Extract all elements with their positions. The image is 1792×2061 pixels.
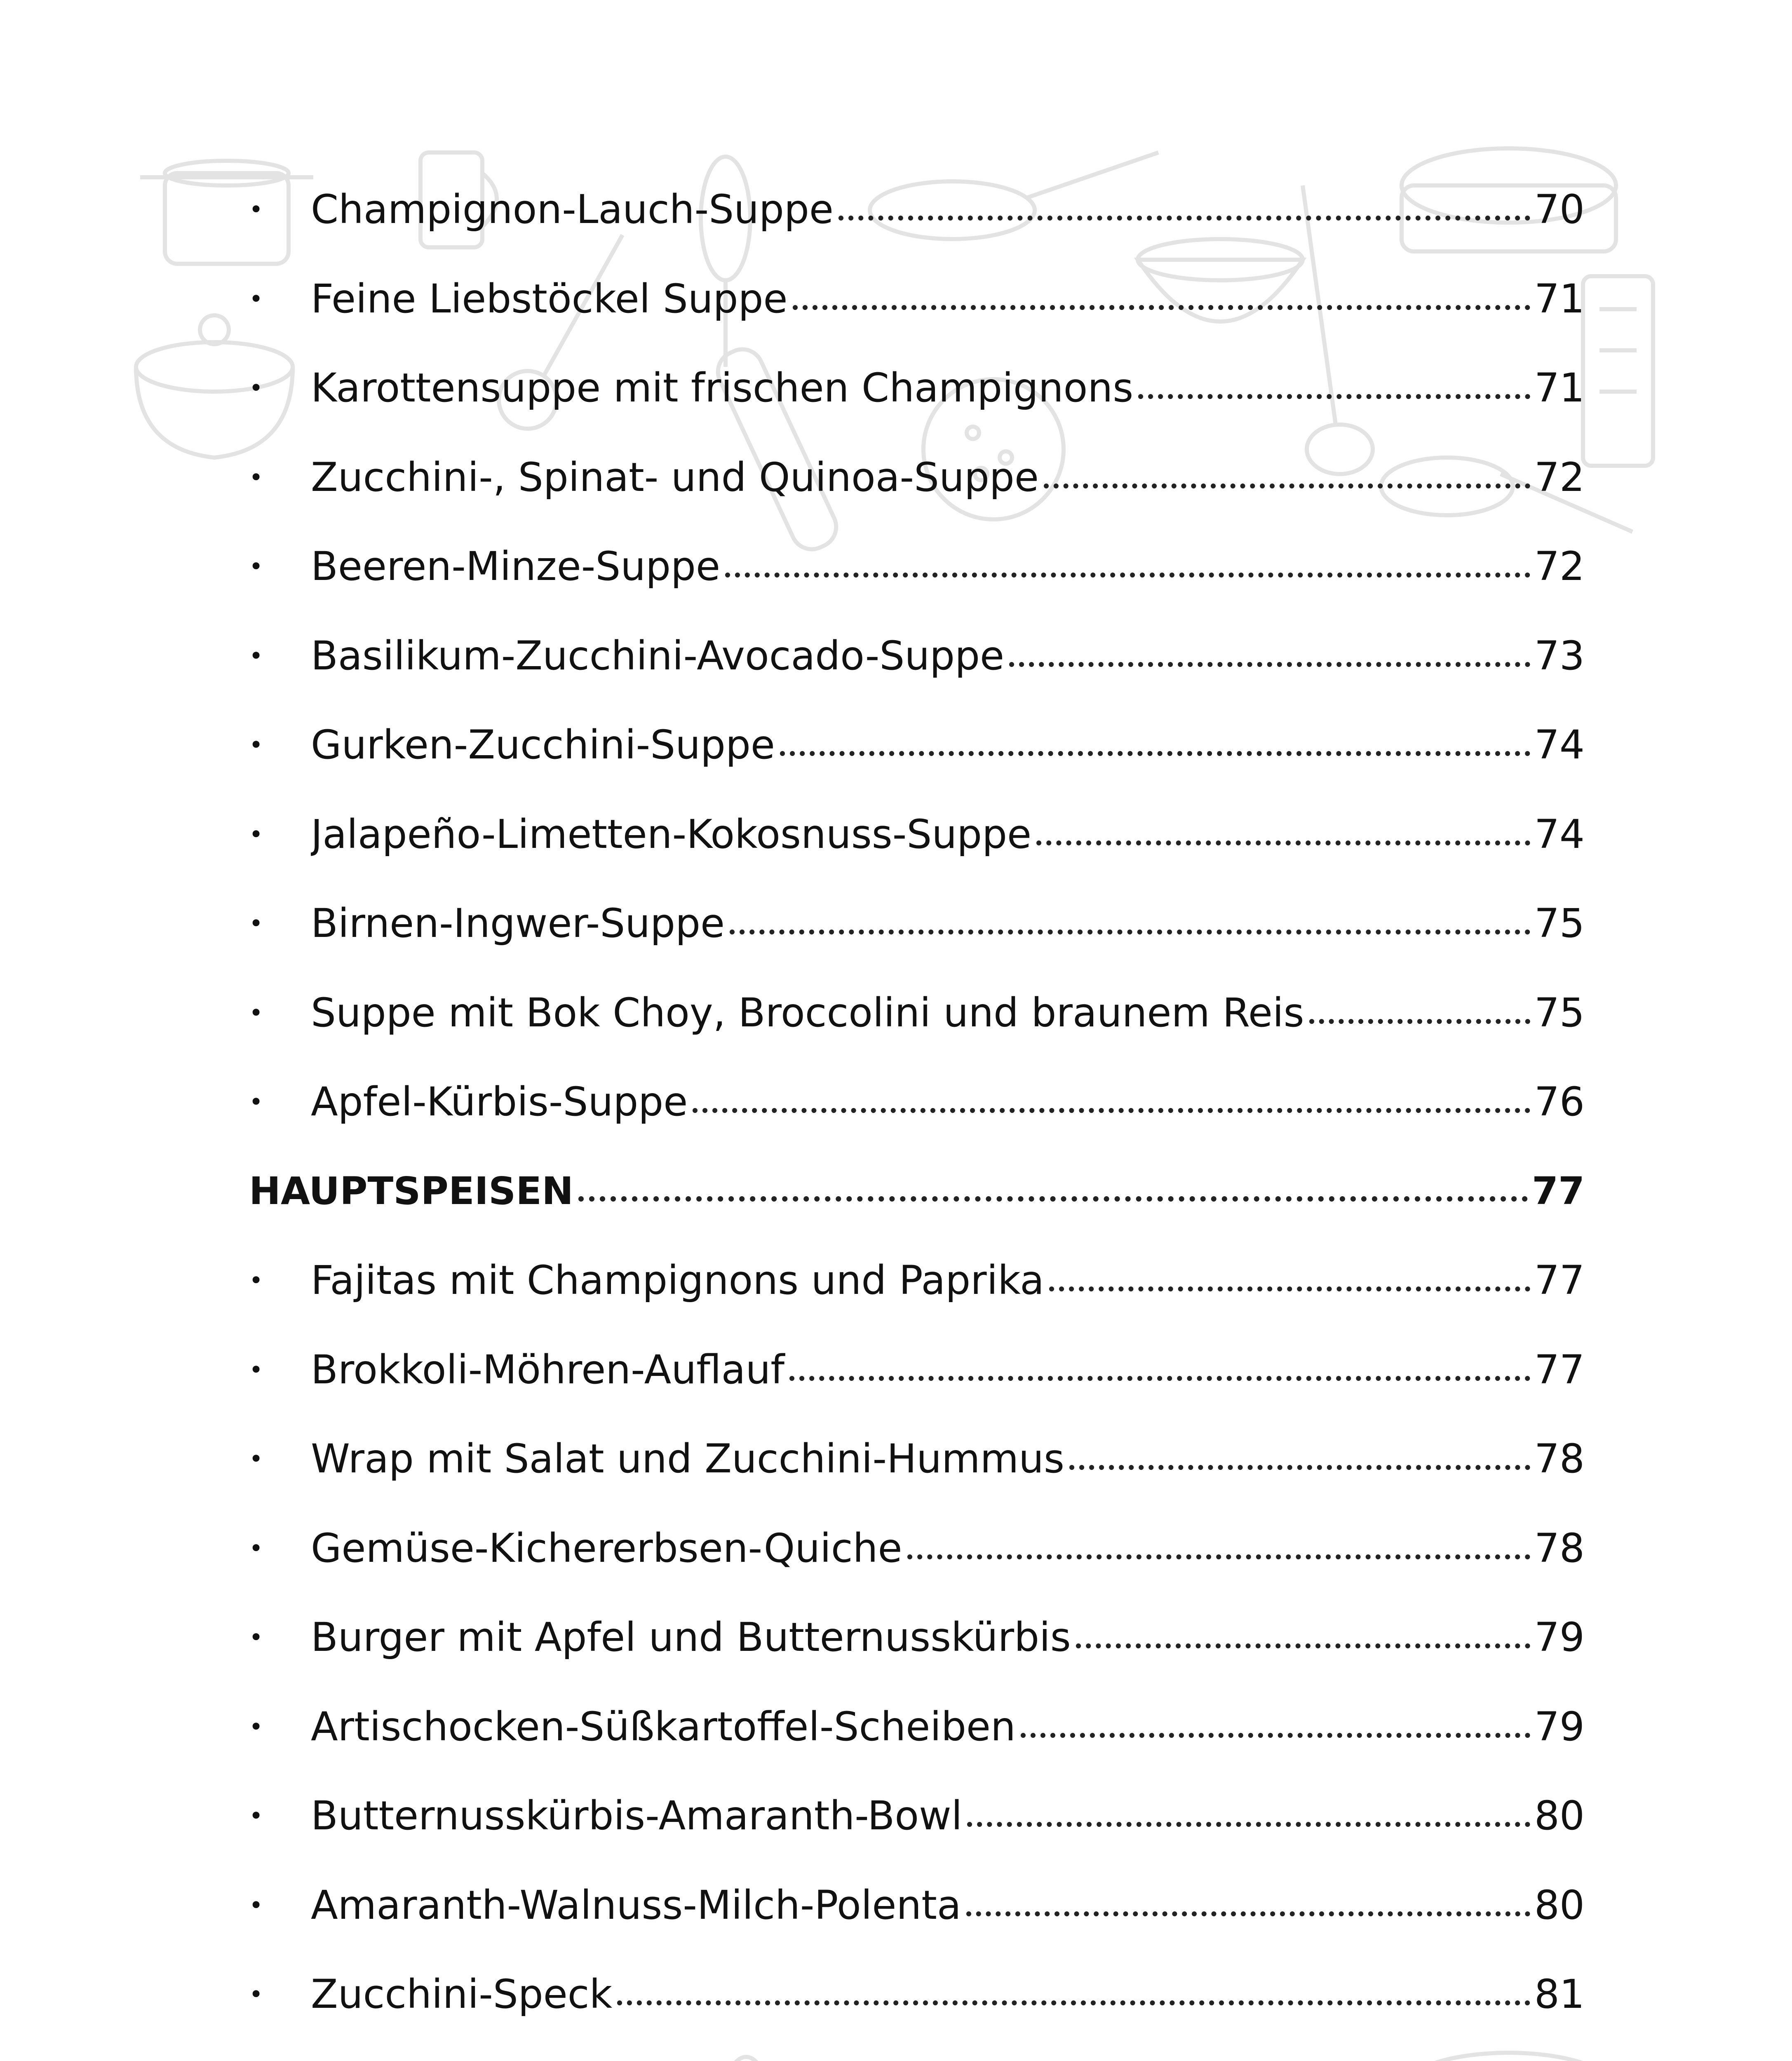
toc-entry-title: Amaranth-Walnuss-Milch-Polenta — [311, 1882, 961, 1928]
toc-entry-page: 77 — [1531, 1169, 1585, 1213]
toc-row[interactable] — [249, 1414, 1585, 1504]
dot-leader — [838, 216, 1530, 221]
dot-leader — [1021, 1733, 1530, 1738]
toc-entry-title: Beeren-Minze-Suppe — [311, 544, 721, 589]
toc-entry-title: Karottensuppe mit frischen Champignons — [311, 365, 1134, 411]
toc-entry-title: HAUPTSPEISEN — [249, 1169, 574, 1213]
toc-row[interactable] — [249, 1325, 1585, 1415]
bullet-icon: • — [249, 1802, 263, 1830]
dot-leader — [1009, 662, 1530, 667]
toc-entry-page: 71 — [1534, 365, 1585, 411]
bullet-icon: • — [249, 374, 263, 402]
bullet-icon: • — [249, 1623, 263, 1652]
toc-row[interactable] — [249, 343, 1585, 433]
toc-entry[interactable] — [311, 1079, 1585, 1124]
dot-leader — [1138, 394, 1530, 399]
toc-entry-page: 81 — [1534, 1972, 1585, 2017]
toc-entry-title: Jalapeño-Limetten-Kokosnuss-Suppe — [311, 811, 1032, 857]
toc-entry[interactable] — [311, 1258, 1585, 1303]
bullet-icon: • — [249, 909, 263, 938]
toc-entry[interactable] — [311, 1526, 1585, 1571]
toc-row[interactable] — [249, 790, 1585, 879]
dot-leader — [693, 1108, 1530, 1113]
toc-entry[interactable] — [311, 633, 1585, 678]
toc-entry[interactable] — [311, 1347, 1585, 1392]
toc-entry[interactable] — [249, 1169, 1585, 1213]
grater-icon — [1583, 276, 1653, 466]
toc-row[interactable] — [249, 1504, 1585, 1593]
toc-entry-page: 70 — [1534, 187, 1585, 232]
toc-row[interactable] — [249, 1236, 1585, 1325]
toc-entry-title: Wrap mit Salat und Zucchini-Hummus — [311, 1436, 1065, 1482]
toc-row[interactable] — [249, 254, 1585, 344]
toc-entry[interactable] — [311, 812, 1585, 857]
toc-row[interactable] — [249, 1771, 1585, 1861]
toc-entry-page: 77 — [1534, 1347, 1585, 1392]
toc-entry-title: Apfel-Kürbis-Suppe — [311, 1079, 688, 1125]
dot-leader — [1309, 1019, 1530, 1024]
toc-entry-title: Suppe mit Bok Choy, Broccolini und braunem Reis — [311, 990, 1304, 1035]
dot-leader — [966, 1911, 1530, 1916]
toc-entry[interactable] — [311, 990, 1585, 1035]
dot-leader — [780, 751, 1530, 756]
toc-row[interactable] — [249, 1057, 1585, 1147]
toc-entry-page: 78 — [1534, 1436, 1585, 1482]
toc-entry[interactable] — [311, 1436, 1585, 1481]
toc-entry-page: 75 — [1534, 901, 1585, 946]
dot-leader — [967, 1822, 1530, 1827]
bullet-icon: • — [249, 1088, 263, 1116]
toc-entry-page: 79 — [1534, 1615, 1585, 1660]
bullet-icon: • — [249, 552, 263, 581]
toc-entry-title: Zucchini-Speck — [311, 1972, 613, 2017]
dot-leader — [1036, 840, 1530, 845]
bullet-icon: • — [249, 820, 263, 848]
toc-row[interactable] — [249, 1861, 1585, 1950]
dot-leader — [1049, 1286, 1530, 1291]
toc-entry-title: Birnen-Ingwer-Suppe — [311, 901, 725, 946]
dot-leader — [1044, 484, 1530, 488]
toc-entry[interactable] — [311, 1615, 1585, 1660]
toc-entry-title: Artischocken-Süßkartoffel-Scheiben — [311, 1704, 1016, 1749]
toc-entry-title: Brokkoli-Möhren-Auflauf — [311, 1347, 785, 1392]
toc-entry-page: 79 — [1534, 1704, 1585, 1749]
toc-entry-page: 80 — [1534, 1882, 1585, 1928]
toc-entry-page: 72 — [1534, 544, 1585, 589]
toc-entry-page: 80 — [1534, 1793, 1585, 1839]
toc-row[interactable] — [249, 968, 1585, 1058]
toc-entry-title: Zucchini-, Spinat- und Quinoa-Suppe — [311, 454, 1039, 500]
toc-row[interactable] — [249, 1593, 1585, 1682]
toc-entry-title: Burger mit Apfel und Butternusskürbis — [311, 1615, 1071, 1660]
table-of-contents — [249, 165, 1585, 2061]
bullet-icon: • — [249, 1355, 263, 1384]
bullet-icon: • — [249, 731, 263, 759]
dot-leader — [730, 930, 1530, 934]
toc-entry-page: 74 — [1534, 722, 1585, 768]
toc-entry-page: 73 — [1534, 633, 1585, 678]
toc-entry-title: Basilikum-Zucchini-Avocado-Suppe — [311, 633, 1005, 678]
toc-entry[interactable] — [311, 544, 1585, 589]
toc-entry[interactable] — [311, 1972, 1585, 2017]
dot-leader — [617, 2000, 1530, 2005]
toc-entry-page: 72 — [1534, 454, 1585, 500]
toc-entry-page: 77 — [1534, 1258, 1585, 1303]
toc-entry-page: 71 — [1534, 276, 1585, 322]
toc-row[interactable] — [249, 433, 1585, 522]
toc-entry[interactable] — [311, 1704, 1585, 1749]
toc-entry[interactable] — [311, 187, 1585, 232]
toc-entry-title: Gemüse-Kichererbsen-Quiche — [311, 1525, 902, 1571]
bullet-icon: • — [249, 1445, 263, 1473]
dot-leader — [1069, 1465, 1530, 1470]
bullet-icon: • — [249, 1712, 263, 1741]
toc-entry-page: 76 — [1534, 1079, 1585, 1125]
bullet-icon: • — [249, 1534, 263, 1562]
toc-entry[interactable] — [311, 722, 1585, 768]
toc-entry-title: Butternusskürbis-Amaranth-Bowl — [311, 1793, 963, 1839]
toc-entry[interactable] — [311, 901, 1585, 946]
dot-leader — [789, 1376, 1530, 1381]
dot-leader — [725, 573, 1530, 577]
toc-entry[interactable] — [311, 455, 1585, 500]
toc-entry-page: 74 — [1534, 811, 1585, 857]
bullet-icon: • — [249, 463, 263, 491]
toc-row[interactable] — [249, 1682, 1585, 1772]
toc-entry[interactable] — [311, 1793, 1585, 1838]
toc-entry-page: 78 — [1534, 1525, 1585, 1571]
toc-entry-title: Feine Liebstöckel Suppe — [311, 276, 788, 322]
toc-row[interactable] — [249, 1950, 1585, 2039]
bullet-icon: • — [249, 998, 263, 1027]
toc-row[interactable] — [249, 611, 1585, 701]
bullet-icon: • — [249, 1266, 263, 1295]
toc-row[interactable] — [249, 2039, 1585, 2061]
bullet-icon: • — [249, 1891, 263, 1919]
dot-leader — [1076, 1643, 1530, 1648]
bullet-icon: • — [249, 195, 263, 224]
toc-entry-page: 75 — [1534, 990, 1585, 1035]
toc-row[interactable] — [249, 879, 1585, 968]
toc-row[interactable] — [249, 700, 1585, 790]
bullet-icon: • — [249, 284, 263, 313]
dot-leader — [578, 1196, 1528, 1202]
toc-row[interactable] — [249, 522, 1585, 611]
dot-leader — [793, 305, 1530, 310]
toc-entry-title: Champignon-Lauch-Suppe — [311, 187, 834, 232]
toc-row[interactable] — [249, 165, 1585, 254]
dot-leader — [907, 1554, 1530, 1559]
toc-entry[interactable] — [311, 365, 1585, 411]
bullet-icon: • — [249, 641, 263, 670]
toc-entry-title: Gurken-Zucchini-Suppe — [311, 722, 775, 768]
toc-entry[interactable] — [311, 1883, 1585, 1928]
toc-entry[interactable] — [311, 276, 1585, 322]
toc-section-heading[interactable] — [249, 1147, 1585, 1236]
toc-entry-title: Fajitas mit Champignons und Paprika — [311, 1258, 1044, 1303]
bullet-icon: • — [249, 1980, 263, 2009]
